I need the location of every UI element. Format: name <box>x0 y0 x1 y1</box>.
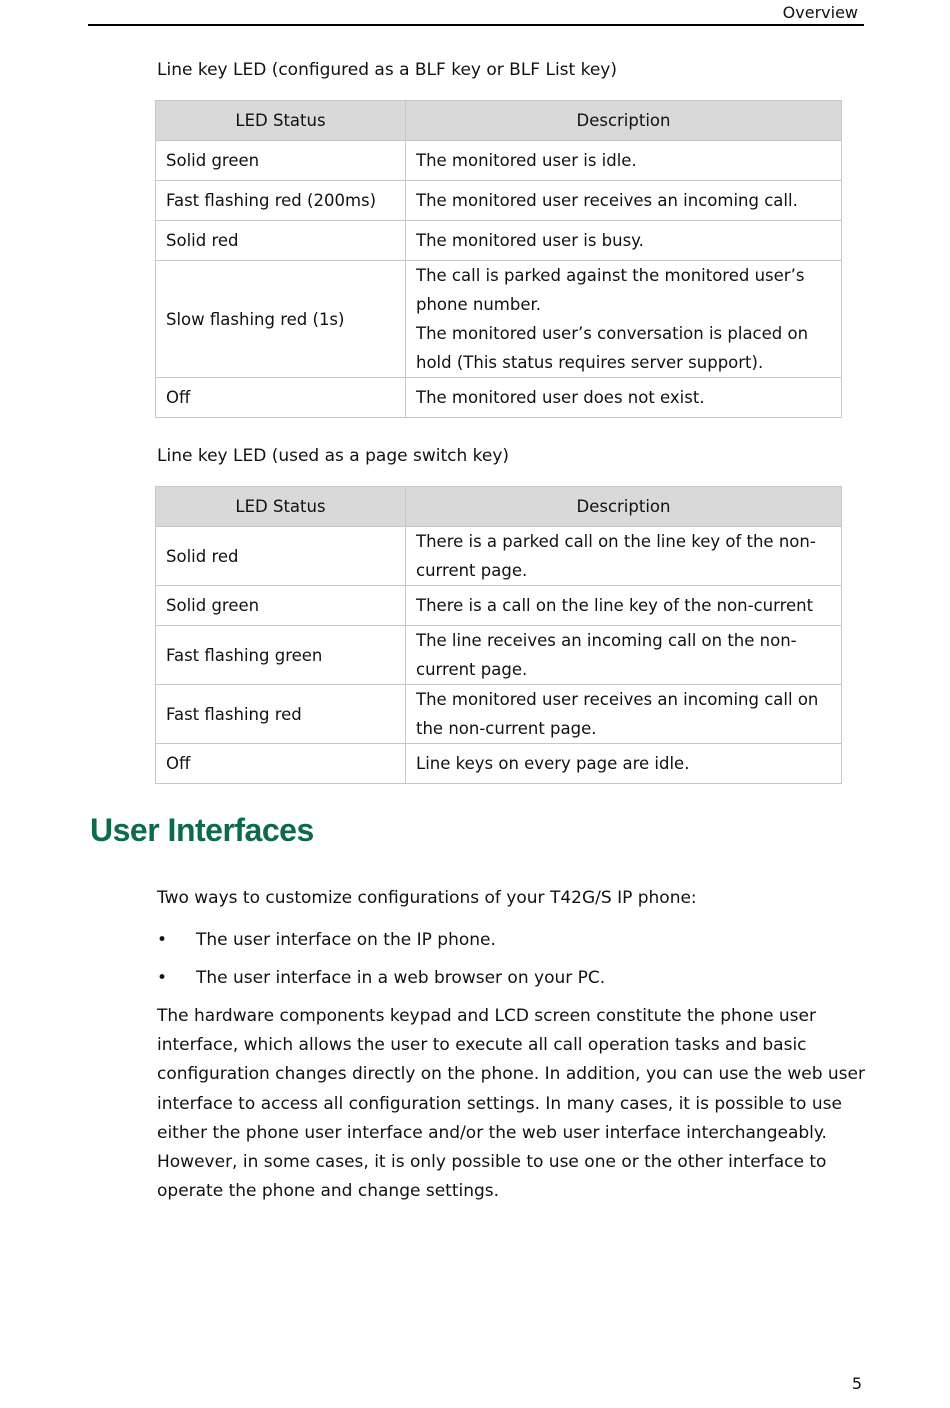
column-header-led-status: LED Status <box>156 487 406 527</box>
table-row <box>156 141 842 181</box>
section-intro: Two ways to customize configurations of your T42G/S IP phone: <box>157 888 697 908</box>
led-status-cell: Off <box>156 744 406 784</box>
section-title: User Interfaces <box>90 812 314 848</box>
description-cell: The monitored user receives an incoming call on the non-current page. <box>406 685 842 744</box>
table-row <box>156 181 842 221</box>
description-cell: Line keys on every page are idle. <box>406 744 842 784</box>
description-cell: There is a call on the line key of the non-current <box>406 586 842 626</box>
table-row <box>156 261 842 378</box>
led-table-page-switch <box>155 486 842 784</box>
running-head: Overview <box>782 3 858 22</box>
led-status-cell: Solid green <box>156 141 406 181</box>
description-cell: The monitored user receives an incoming call. <box>406 181 842 221</box>
list-item <box>157 968 605 988</box>
table1-caption-rest: (configured as a BLF key or BLF List key) <box>266 60 617 80</box>
description-cell: The monitored user is idle. <box>406 141 842 181</box>
table1-caption <box>157 60 617 80</box>
table-row <box>156 626 842 685</box>
description-cell: The monitored user does not exist. <box>406 378 842 418</box>
led-table-blf <box>155 100 842 418</box>
description-cell: The line receives an incoming call on the non-current page. <box>406 626 842 685</box>
list-item-text: The user interface in a web browser on your PC. <box>196 968 606 988</box>
led-status-cell: Off <box>156 378 406 418</box>
table-row <box>156 586 842 626</box>
list-item <box>157 930 496 950</box>
bullet-icon: • <box>157 968 168 988</box>
description-cell <box>406 261 842 378</box>
body-paragraph: The hardware components keypad and LCD screen constitute the phone user interface, which allows the user to execute all call operation tasks and basic configuration changes directly on the phone. In addition, you can use the web user interface to access all configuration settings. In many cases, it is possible to use either the phone user interface and/or the web user interface interchangeably. However, in some cases, it is only possible to use one or the other interface to operate the phone and change settings. <box>157 1006 865 1202</box>
table-header-row <box>156 487 842 527</box>
led-status-cell: Fast flashing red (200ms) <box>156 181 406 221</box>
table-header-row <box>156 101 842 141</box>
led-status-cell: Solid red <box>156 221 406 261</box>
column-header-description: Description <box>406 487 842 527</box>
description-line: The monitored user’s conversation is placed on hold (This status requires server support). <box>416 324 809 372</box>
table-row <box>156 685 842 744</box>
description-cell: The monitored user is busy. <box>406 221 842 261</box>
led-status-cell: Fast flashing red <box>156 685 406 744</box>
list-item-text: The user interface on the IP phone. <box>196 930 496 950</box>
led-status-cell: Slow flashing red (1s) <box>156 261 406 378</box>
table-row <box>156 378 842 418</box>
description-cell: There is a parked call on the line key of the non-current page. <box>406 527 842 586</box>
table2-caption-bold: Line key LED <box>157 446 267 466</box>
table1-caption-bold: Line key LED <box>157 60 267 80</box>
page-number: 5 <box>851 1374 862 1393</box>
led-status-cell: Solid red <box>156 527 406 586</box>
description-line: The call is parked against the monitored user’s phone number. <box>416 266 805 314</box>
table-row <box>156 527 842 586</box>
table-row <box>156 744 842 784</box>
led-status-cell: Solid green <box>156 586 406 626</box>
bullet-icon: • <box>157 930 168 950</box>
column-header-led-status: LED Status <box>156 101 406 141</box>
table-row <box>156 221 842 261</box>
header-rule <box>88 24 864 26</box>
led-status-cell: Fast flashing green <box>156 626 406 685</box>
table2-caption-rest: (used as a page switch key) <box>266 446 510 466</box>
table2-caption <box>157 446 509 466</box>
column-header-description: Description <box>406 101 842 141</box>
